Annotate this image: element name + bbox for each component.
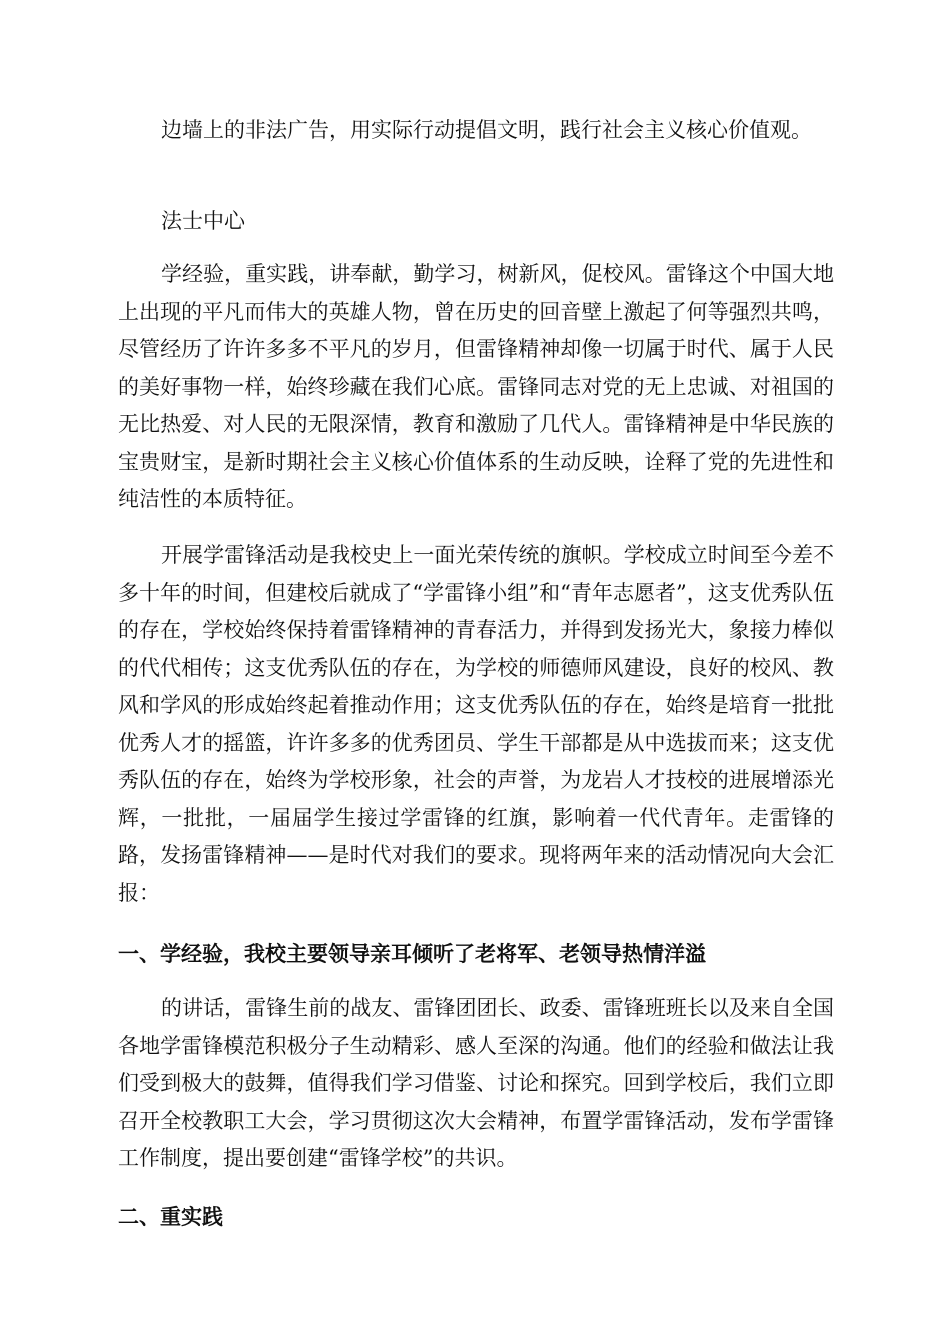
paragraph-intro-continuation: 边墙上的非法广告，用实际行动提倡文明，践行社会主义核心价值观。 [161,118,812,142]
section-heading-2: 二、重实践 [118,1204,223,1229]
section-heading-1: 一、学经验，我校主要领导亲耳倾听了老将军、老领导热情洋溢 [118,941,706,966]
paragraph-school-activities: 开展学雷锋活动是我校史上一面光荣传统的旗帜。学校成立时间至今差不多十年的时间，但建校后就成了“学雷锋小组”和“青年志愿者”，这支优秀队伍的存在，学校始终保持着雷锋精神的青春活力，并得到发扬光大，象接力棒似的代代相传；这支优秀队伍的存在，为学校的师德师风建设，良好的校风、教风和学风的形成始终起着推动作用；这支优秀队伍的存在，始终是培育一批批优秀人才的摇篮，许许多多的优秀团员、学生干部都是从中选拔而来；这支优秀队伍的存在，始终为学校形象，社会的声誉，为龙岩人才技校的进展增添光辉，一批批，一届届学生接过学雷锋的红旗，影响着一代代青年。走雷锋的路，发扬雷锋精神——是时代对我们的要求。现将两年来的活动情况向大会汇报： [118,543,834,905]
paragraph-source-label: 法士中心 [161,209,245,233]
paragraph-lei-feng-spirit: 学经验，重实践，讲奉献，勤学习，树新风，促校风。雷锋这个中国大地上出现的平凡而伟大的英雄人物，曾在历史的回音壁上激起了何等强烈共鸣，尽管经历了许许多多不平凡的岁月，但雷锋精神却像一切属于时代、属于人民的美好事物一样，始终珍藏在我们心底。雷锋同志对党的无上忠诚、对祖国的无比热爱、对人民的无限深情，教育和激励了几代人。雷锋精神是中华民族的宝贵财宝，是新时期社会主义核心价值体系的生动反映，诠释了党的先进性和纯洁性的本质特征。 [118,262,834,511]
paragraph-learning-experience: 的讲话，雷锋生前的战友、雷锋团团长、政委、雷锋班班长以及来自全国各地学雷锋模范积极分子生动精彩、感人至深的沟通。他们的经验和做法让我们受到极大的鼓舞，值得我们学习借鉴、讨论和探究。回到学校后，我们立即召开全校教职工大会，学习贯彻这次大会精神，布置学雷锋活动，发布学雷锋工作制度，提出要创建“雷锋学校”的共识。 [118,996,834,1170]
